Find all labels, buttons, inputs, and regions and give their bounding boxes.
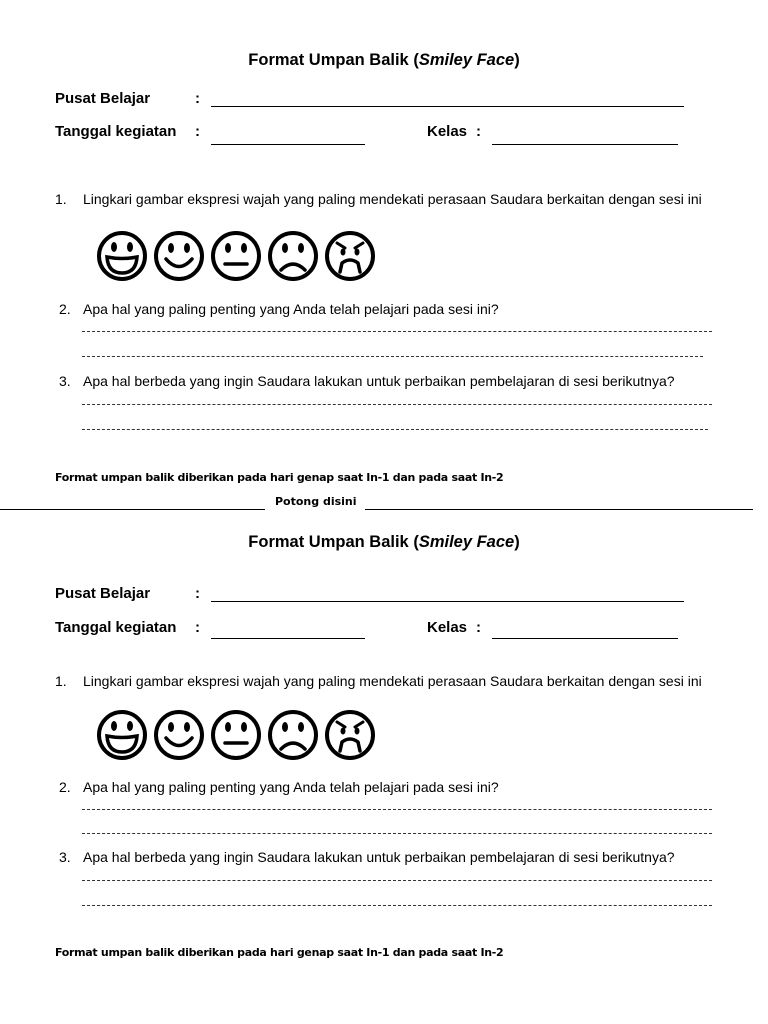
answer-line[interactable] xyxy=(82,429,708,430)
kelas-label: Kelas xyxy=(427,123,468,140)
pusat-belajar-label: Pusat Belajar xyxy=(55,90,151,107)
question-1-text: Lingkari gambar ekspresi wajah yang paling mendekati perasaan Saudara berkaitan dengan sesi ini xyxy=(83,673,702,689)
form-title xyxy=(0,533,768,552)
pusat-belajar-label: Pusat Belajar xyxy=(55,585,151,602)
very-sad-face-icon[interactable] xyxy=(324,709,376,761)
question-1-number: 1. xyxy=(55,191,67,207)
colon: : xyxy=(195,123,200,140)
cut-label: Potong disini xyxy=(275,495,357,508)
tanggal-kegiatan-field[interactable] xyxy=(211,638,365,639)
neutral-face-icon[interactable] xyxy=(210,709,262,761)
happy-face-icon[interactable] xyxy=(153,230,205,282)
cut-line-right xyxy=(365,509,753,510)
sad-face-icon[interactable] xyxy=(267,709,319,761)
colon: : xyxy=(476,619,481,636)
question-3-text: Apa hal berbeda yang ingin Saudara lakukan untuk perbaikan pembelajaran di sesi berikutnya? xyxy=(83,849,675,865)
cut-line-left xyxy=(0,509,265,510)
neutral-face-icon[interactable] xyxy=(210,230,262,282)
answer-line[interactable] xyxy=(82,833,712,834)
colon: : xyxy=(195,585,200,602)
kelas-field[interactable] xyxy=(492,144,678,145)
title-italic: Smiley Face xyxy=(418,533,515,551)
kelas-field[interactable] xyxy=(492,638,678,639)
question-2-number: 2. xyxy=(59,779,71,795)
pusat-belajar-field[interactable] xyxy=(211,601,684,602)
title-text: Format Umpan Balik ( xyxy=(248,51,419,69)
question-3-text: Apa hal berbeda yang ingin Saudara lakukan untuk perbaikan pembelajaran di sesi berikutnya? xyxy=(83,373,675,389)
tanggal-kegiatan-label: Tanggal kegiatan xyxy=(55,123,177,140)
answer-line[interactable] xyxy=(82,905,712,906)
kelas-label: Kelas xyxy=(427,619,468,636)
question-3-number: 3. xyxy=(59,373,71,389)
question-3-number: 3. xyxy=(59,849,71,865)
question-2-text: Apa hal yang paling penting yang Anda telah pelajari pada sesi ini? xyxy=(83,779,499,795)
happy-face-icon[interactable] xyxy=(153,709,205,761)
very-sad-face-icon[interactable] xyxy=(324,230,376,282)
answer-line[interactable] xyxy=(82,356,703,357)
colon: : xyxy=(195,619,200,636)
tanggal-kegiatan-label: Tanggal kegiatan xyxy=(55,619,177,636)
title-end: ) xyxy=(514,533,520,551)
tanggal-kegiatan-field[interactable] xyxy=(211,144,365,145)
sad-face-icon[interactable] xyxy=(267,230,319,282)
question-1-text: Lingkari gambar ekspresi wajah yang paling mendekati perasaan Saudara berkaitan dengan sesi ini xyxy=(83,191,702,207)
title-text: Format Umpan Balik ( xyxy=(248,533,419,551)
title-italic: Smiley Face xyxy=(418,51,515,69)
very-happy-face-icon[interactable] xyxy=(96,230,148,282)
footnote: Format umpan balik diberikan pada hari genap saat In-1 dan pada saat In-2 xyxy=(55,946,504,959)
title-end: ) xyxy=(514,51,520,69)
question-2-number: 2. xyxy=(59,301,71,317)
footnote: Format umpan balik diberikan pada hari genap saat In-1 dan pada saat In-2 xyxy=(55,471,504,484)
answer-line[interactable] xyxy=(82,809,712,810)
very-happy-face-icon[interactable] xyxy=(96,709,148,761)
question-2-text: Apa hal yang paling penting yang Anda telah pelajari pada sesi ini? xyxy=(83,301,499,317)
answer-line[interactable] xyxy=(82,880,712,881)
answer-line[interactable] xyxy=(82,404,712,405)
form-title xyxy=(0,51,768,70)
answer-line[interactable] xyxy=(82,331,712,332)
pusat-belajar-field[interactable] xyxy=(211,106,684,107)
question-1-number: 1. xyxy=(55,673,67,689)
colon: : xyxy=(476,123,481,140)
colon: : xyxy=(195,90,200,107)
